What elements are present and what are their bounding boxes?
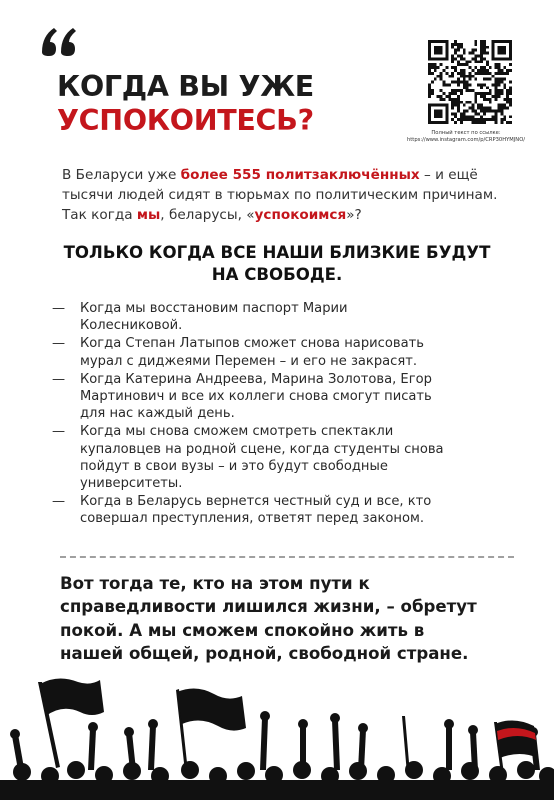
conclusion-line-3: покой. А мы сможем спокойно жить в [60, 620, 425, 640]
intro-line-3 [62, 207, 362, 223]
intro-text: »? [346, 207, 362, 223]
page-title [57, 70, 314, 138]
list-item [44, 493, 514, 527]
list-dash: — [52, 371, 66, 387]
list-item [44, 300, 514, 334]
list-dash: — [52, 424, 66, 440]
intro-text: – и ещё [419, 167, 478, 183]
intro-highlight-we: мы [136, 207, 161, 223]
list-dash: — [52, 336, 66, 352]
conclusion-line-2: справедливости лишился жизни, – обретут [60, 597, 477, 617]
list-item-line: Когда в Беларусь вернется честный суд и все, кто [80, 494, 432, 510]
list-item-line: мурал с диджеями Перемен – и его не закрасят. [80, 353, 418, 369]
qr-code[interactable] [428, 40, 512, 124]
intro-highlight-prisoners: более 555 политзаключённых [180, 167, 420, 183]
title-line-1: КОГДА ВЫ УЖЕ [57, 70, 314, 103]
list-dash: — [52, 301, 66, 316]
section-heading [40, 242, 514, 286]
list-item-line: Когда мы снова сможем смотреть спектакли [80, 424, 394, 440]
list-item [44, 423, 514, 492]
list-item-line: Мартинович и все их коллеги снова смогут писать [80, 389, 432, 405]
conclusion-line-1: Вот тогда те, кто на этом пути к [60, 574, 370, 593]
conclusion-paragraph [60, 572, 530, 666]
intro-text: Так когда [62, 207, 137, 223]
list-item-line: университеты. [80, 476, 183, 492]
list-item-line: Когда Катерина Андреева, Марина Золотова, Егор [80, 371, 432, 387]
list-item [44, 371, 514, 423]
intro-highlight-calm: успокоимся [254, 207, 347, 223]
dashed-divider [60, 556, 514, 558]
title-line-2: УСПОКОИТЕСЬ? [57, 104, 314, 137]
qr-caption-label: Полный текст по ссылке: [431, 130, 501, 136]
list-item-line: купаловцев на родной сцене, когда студенты снова [80, 441, 444, 457]
list-item-line: для нас каждый день. [80, 406, 235, 422]
qr-caption-link[interactable]: https://www.instagram.com/p/CRP30HYMJNO/ [406, 137, 526, 143]
intro-line-2: тысячи людей сидят в тюрьмах по политическим причинам. [62, 187, 498, 203]
intro-paragraph [62, 165, 532, 225]
list-item-line: Колесниковой. [80, 318, 183, 334]
conclusion-line-4: нашей общей, родной, свободной стране. [60, 644, 469, 664]
list-item-line: Когда мы восстановим паспорт Марии [80, 301, 348, 316]
intro-text: , беларусы, « [160, 207, 255, 223]
protest-crowd-silhouette [0, 672, 554, 800]
intro-text: В Беларуси уже [62, 167, 181, 183]
section-heading-line-1: ТОЛЬКО КОГДА ВСЕ НАШИ БЛИЗКИЕ БУДУТ [63, 243, 491, 262]
quote-mark-icon [38, 22, 80, 64]
list-item-line: Когда Степан Латыпов сможет снова нарисовать [80, 336, 424, 352]
intro-line-1 [62, 167, 478, 183]
qr-caption [396, 130, 536, 144]
list-item [44, 335, 514, 369]
list-item-line: пойдут в свои вузы – и это будут свободные [80, 458, 388, 474]
conditions-list [44, 300, 514, 529]
list-dash: — [52, 494, 66, 510]
section-heading-line-2: НА СВОБОДЕ. [211, 265, 343, 284]
list-item-line: совершал преступления, ответят перед законом. [80, 511, 425, 527]
